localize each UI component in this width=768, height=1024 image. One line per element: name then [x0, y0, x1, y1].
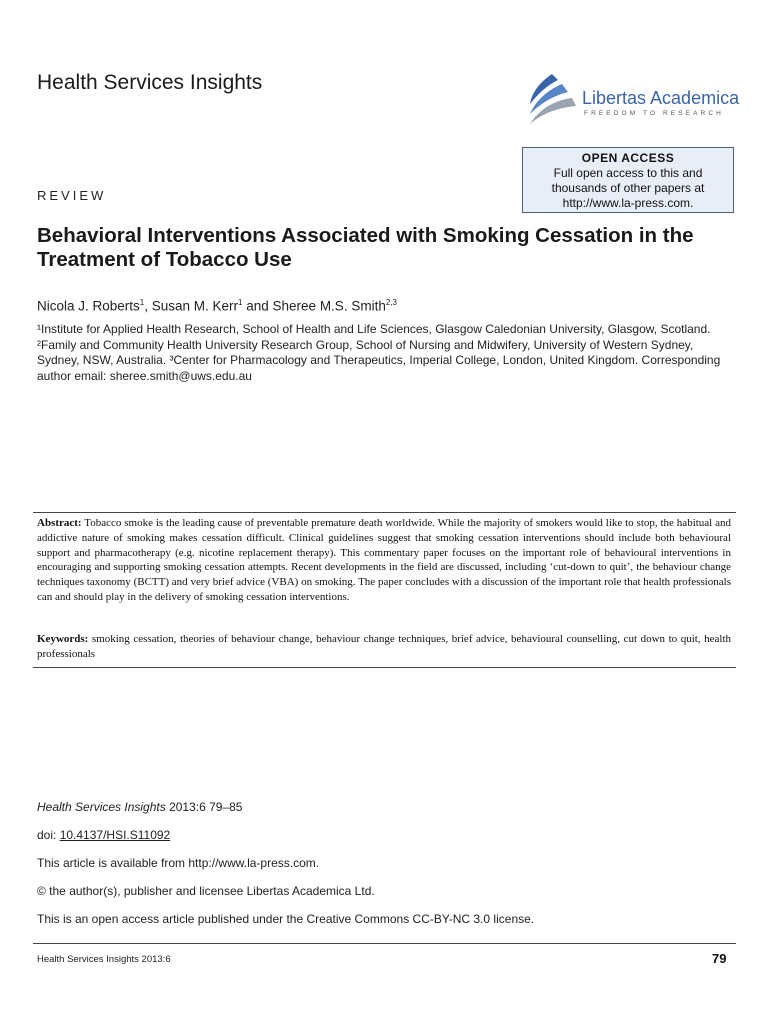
publisher-logo-text: Libertas Academica	[582, 88, 740, 108]
open-access-line: Full open access to this and	[553, 166, 703, 180]
copyright-note: © the author(s), publisher and licensee Libertas Academica Ltd.	[37, 884, 375, 898]
author-affiliation-mark: 1	[139, 298, 145, 307]
citation-details: 2013:6 79–85	[165, 800, 243, 814]
citation-journal: Health Services Insights	[37, 800, 166, 814]
footer-journal: Health Services Insights 2013:6	[37, 954, 171, 965]
publisher-logo	[522, 70, 742, 130]
author-name: Susan M. Kerr	[151, 298, 239, 314]
keywords-text: smoking cessation, theories of behaviour change, behaviour change techniques, brief advice, behavioural counselling, cut down to quit, health professionals	[37, 633, 731, 660]
author-name: Nicola J. Roberts	[37, 298, 140, 314]
keywords-label: Keywords:	[37, 633, 89, 645]
availability-note: This article is available from http://www.la-press.com.	[37, 856, 320, 870]
doi-label: doi:	[37, 828, 60, 842]
author-separator: ,	[144, 298, 152, 314]
footer-rule	[33, 943, 736, 944]
citation-line	[37, 800, 242, 814]
page-number: 79	[712, 951, 727, 966]
article-type: REVIEW	[37, 188, 107, 203]
article-title: Behavioral Interventions Associated with Smoking Cessation in the Treatment of Tobacco Use	[37, 224, 694, 271]
libertas-swoosh-icon	[522, 70, 582, 130]
doi-line	[37, 828, 170, 842]
affiliations: ¹Institute for Applied Health Research, School of Health and Life Sciences, Glasgow Caledonian University, Glasgow, Scotland. ²Family and Community Health University Research Group, School of Nursing and Midwifery, University of Western Sydney, Sydney, NSW, Australia. ³Center for Pharmacology and Therapeutics, Imperial College, London, United Kingdom. Corresponding author email: sheree.smith@uws.edu.au	[37, 322, 721, 383]
abstract-bottom-rule	[33, 667, 736, 668]
doi-link[interactable]: 10.4137/HSI.S11092	[59, 828, 171, 842]
license-note: This is an open access article published under the Creative Commons CC-BY-NC 3.0 license.	[37, 912, 535, 926]
open-access-title: OPEN ACCESS	[581, 151, 675, 165]
abstract-label: Abstract:	[37, 517, 82, 529]
open-access-url[interactable]: http://www.la-press.com.	[562, 196, 694, 210]
open-access-box	[522, 147, 734, 213]
keywords	[37, 632, 731, 662]
publisher-tagline: FREEDOM TO RESEARCH	[584, 110, 724, 117]
abstract	[37, 516, 731, 605]
author-name: Sheree M.S. Smith	[272, 298, 386, 314]
author-affiliation-mark: 2,3	[385, 298, 397, 307]
author-list	[37, 298, 397, 314]
author-affiliation-mark: 1	[238, 298, 243, 307]
author-separator: and	[242, 298, 273, 314]
abstract-top-rule	[33, 512, 736, 513]
open-access-line: thousands of other papers at	[551, 181, 705, 195]
journal-name: Health Services Insights	[37, 71, 263, 94]
abstract-text: Tobacco smoke is the leading cause of preventable premature death worldwide. While the majority of smokers would like to stop, the habitual and addictive nature of smoking makes cessation difficult. Clinical guidelines suggest that smoking cessation interventions should include both behavioural support and pharmacotherapy (e.g. nicotine replacement therapy). This commentary paper focuses on the important role of behavioural interventions in encouraging and supporting smoking cessation attempts. Recent developments in the field are discussed, including ‘cut-down to quit’, the behaviour change techniques taxonomy (BCTT) and very brief advice (VBA) on smoking. The paper concludes with a discussion of the important role that health professionals can and should play in the delivery of smoking cessation interventions.	[37, 517, 731, 603]
